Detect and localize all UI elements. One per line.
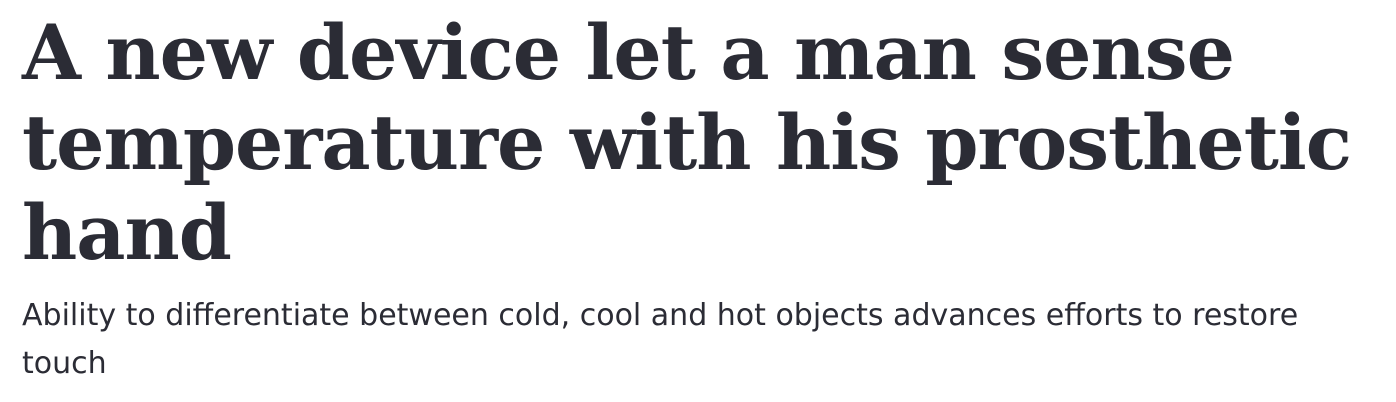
article-headline: A new device let a man sense temperature with his prosthetic hand (22, 8, 1351, 277)
article-dek: Ability to differentiate between cold, cool and hot objects advances efforts to restore touch (22, 298, 1299, 381)
article-header (22, 0, 1392, 388)
